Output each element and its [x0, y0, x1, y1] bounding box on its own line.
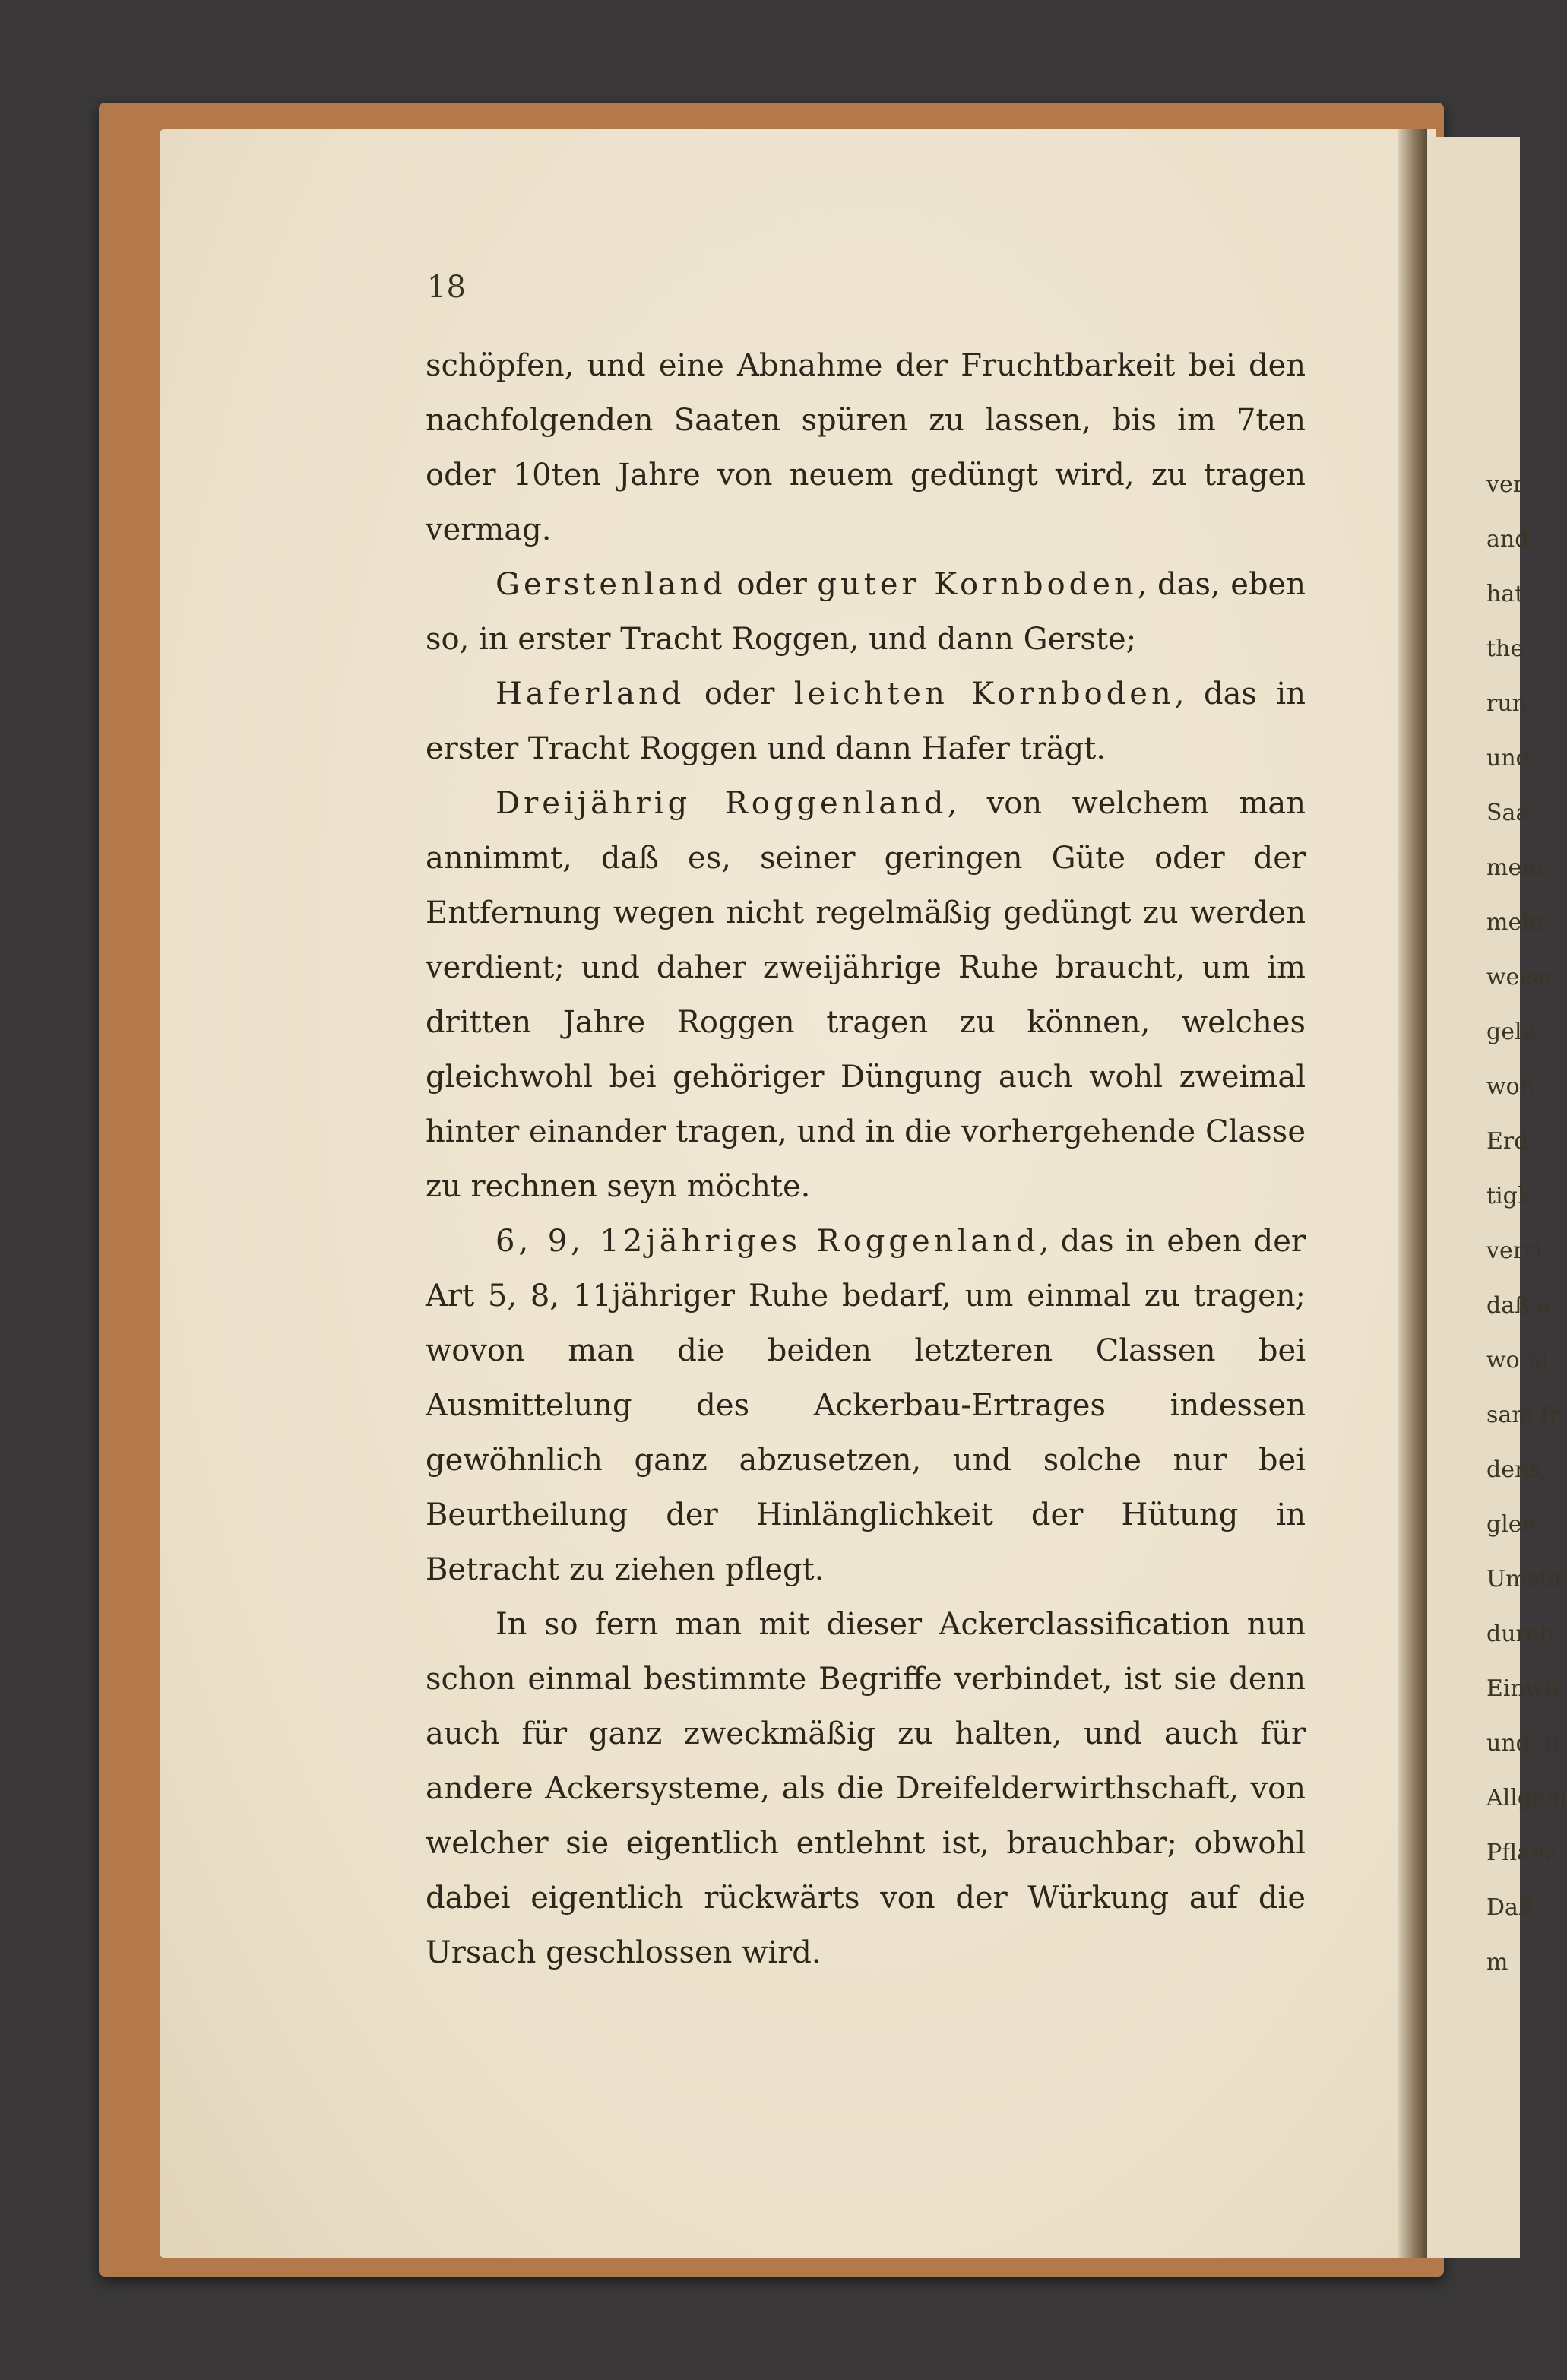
next-page-fragment: dens, — [1486, 1456, 1549, 1483]
next-page-edge — [1427, 137, 1567, 2258]
next-page-fragment: daß a — [1486, 1292, 1551, 1319]
next-page-fragment: tigk — [1486, 1183, 1532, 1209]
term-heading: Dreijährig Roggenland — [495, 786, 948, 821]
next-page-fragment: gele — [1486, 1019, 1536, 1045]
next-page-fragment: und — [1486, 745, 1531, 772]
page-number: 18 — [427, 270, 466, 305]
body-text — [426, 338, 1306, 1980]
next-page-fragment: sam fr — [1486, 1402, 1560, 1428]
paragraph — [426, 338, 1306, 557]
next-page-fragment: and — [1486, 526, 1530, 553]
next-page-fragment: mehr — [1486, 909, 1547, 936]
next-page-fragment: Saa — [1486, 800, 1530, 826]
paragraph-text: oder — [726, 567, 818, 602]
next-page-fragment: run — [1486, 690, 1527, 717]
next-page-fragment: Umsta — [1486, 1566, 1562, 1592]
next-page-fragment: Allgem — [1486, 1785, 1567, 1811]
next-page-fragment: ver — [1486, 471, 1524, 498]
paragraph-text: , das, eben so, in erster Tracht Roggen, und dann Gerste; — [426, 567, 1306, 657]
term-heading: leichten Kornboden — [793, 677, 1175, 711]
term-heading: Haferland — [495, 677, 685, 711]
next-page-fragment: weise — [1486, 964, 1553, 990]
next-page-fragment: verri — [1486, 1238, 1542, 1264]
next-page-fragment: m — [1486, 1949, 1508, 1976]
paragraph — [426, 1597, 1306, 1980]
next-page-fragment: durch — [1486, 1621, 1554, 1647]
next-page-fragment: hat — [1486, 581, 1524, 607]
next-page-fragment: woh — [1486, 1073, 1535, 1100]
next-page-fragment: Einwü — [1486, 1675, 1559, 1702]
term-heading: guter Kornboden — [817, 567, 1138, 602]
next-page-fragment: the — [1486, 635, 1524, 662]
paragraph — [426, 667, 1306, 776]
next-page-fragment: Pflanz — [1486, 1840, 1558, 1866]
next-page-fragment: mein — [1486, 854, 1544, 881]
term-heading: Gerstenland — [495, 567, 727, 602]
next-page-fragment: und, d — [1486, 1730, 1560, 1757]
paragraph-text: , das in eben der Art 5, 8, 11jähriger Ruhe bedarf, um einmal zu tragen; wovon man die beiden letzteren Classen bei Ausmittelung des Ackerbau-Ertrages indessen gewöhnlich ganz abzusetzen, und solche nur bei Beurtheilung der Hinlänglichkeit der Hütung in Betracht zu ziehen pflegt. — [426, 1224, 1306, 1587]
paragraph-text: , das in erster Tracht Roggen und dann Hafer trägt. — [426, 677, 1306, 766]
paragraph-text: , von welchem man annimmt, daß es, seiner geringen Güte oder der Entfernung wegen nicht regelmäßig gedüngt zu werden verdient; und daher zweijährige Ruhe braucht, um im dritten Jahre Roggen tragen zu können, welches gleichwohl bei gehöriger Düngung auch wohl zweimal hinter einander tragen, und in die vorhergehende Classe zu rechnen seyn möchte. — [426, 786, 1306, 1204]
term-heading: 6, 9, 12jähriges Roggenland — [495, 1224, 1040, 1259]
next-page-fragment: gleic — [1486, 1511, 1542, 1538]
paragraph — [426, 557, 1306, 667]
next-page-fragment: wo ni — [1486, 1347, 1550, 1374]
paragraph — [426, 776, 1306, 1214]
paragraph-text: schöpfen, und eine Abnahme der Fruchtbarkeit bei den nachfolgenden Saaten spüren zu lassen, bis im 7ten oder 10ten Jahre von neuem gedüngt wird, zu tragen vermag. — [426, 348, 1306, 547]
next-page-fragment: Erd — [1486, 1128, 1529, 1155]
paragraph — [426, 1214, 1306, 1597]
book-gutter — [1398, 129, 1427, 2258]
paragraph-text: oder — [685, 677, 794, 711]
paragraph-text: In so fern man mit dieser Ackerclassification nun schon einmal bestimmte Begriffe verbindet, ist sie denn auch für ganz zweckmäßig zu halten, und auch für andere Ackersysteme, als die Dreifelderwirthschaft, von welcher sie eigentlich entlehnt ist, brauchbar; obwohl dabei eigentlich rückwärts von der Würkung auf die Ursach geschlossen wird. — [426, 1607, 1306, 1970]
next-page-fragment: Daß — [1486, 1894, 1534, 1921]
